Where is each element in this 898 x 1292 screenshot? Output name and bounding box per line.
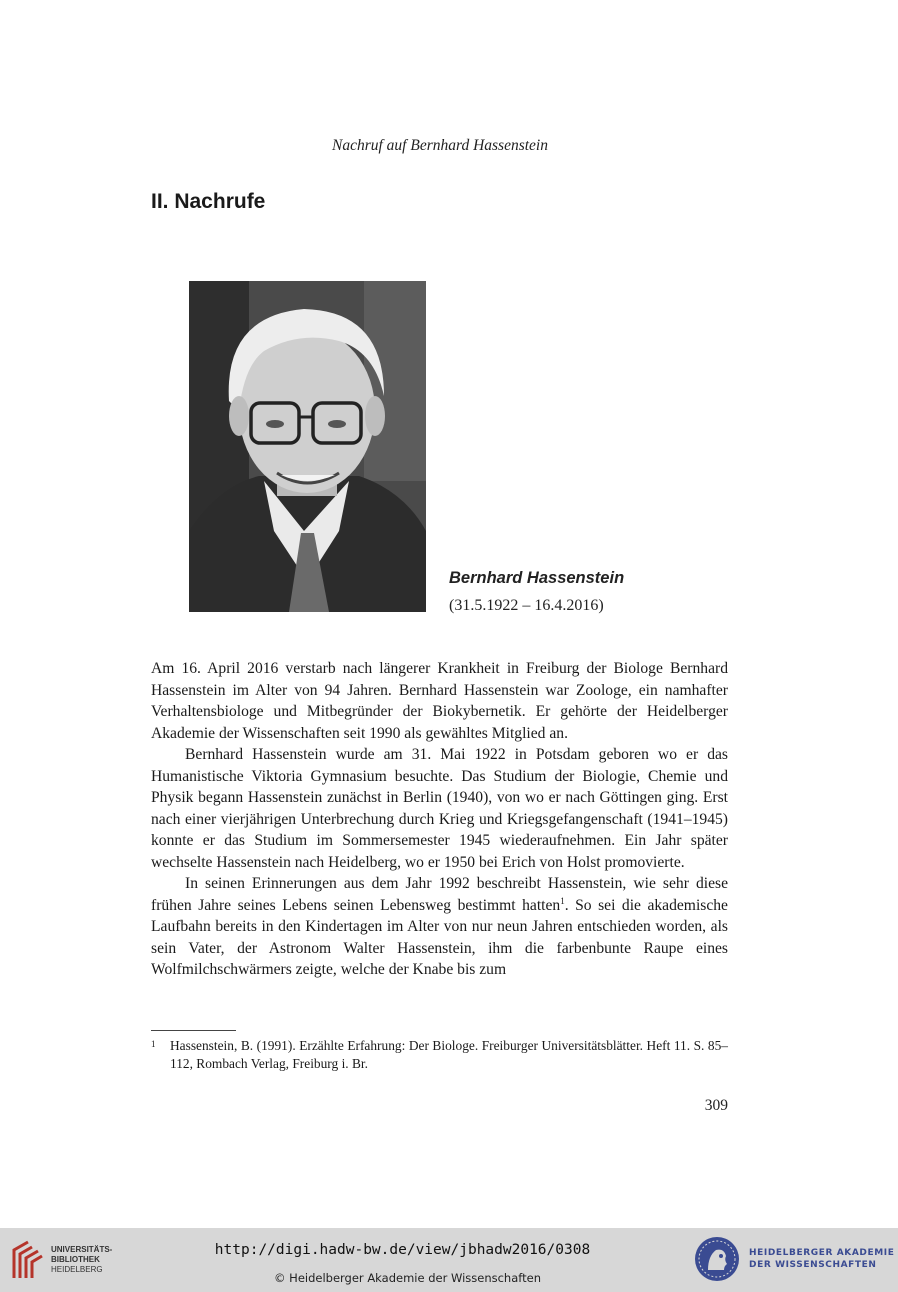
paragraph	[151, 873, 728, 981]
academy-name-line: HEIDELBERGER AKADEMIE	[749, 1248, 895, 1258]
footnote	[151, 1037, 728, 1073]
footnote-reference[interactable]: 1	[560, 895, 565, 906]
copyright-notice: © Heidelberger Akademie der Wissenschaften	[274, 1271, 541, 1285]
library-name-line: HEIDELBERG	[51, 1265, 103, 1274]
academy-seal-icon[interactable]	[694, 1236, 740, 1282]
library-name-line: BIBLIOTHEK	[51, 1255, 100, 1264]
body-text	[151, 658, 728, 981]
portrait-photo	[189, 281, 426, 612]
paragraph: Bernhard Hassenstein wurde am 31. Mai 1922 in Potsdam geboren wo er das Humanistische Viktoria Gymnasium besuchte. Das Studium der Biologie, Chemie und Physik begann Hassenstein zunächst in Berlin (1940), von wo er nach Göttingen ging. Erst nach einer vierjährigen Unterbrechung durch Krieg und Kriegsgefangenschaft (1941–1945) konnte er das Studium im Sommersemester 1945 wiederaufnehmen. Ein Jahr später wechselte Hassenstein nach Heidelberg, wo er 1950 bei Erich von Holst promovierte.	[151, 746, 728, 871]
footnote-text: Hassenstein, B. (1991). Erzählte Erfahrung: Der Biologe. Freiburger Universitätsblätter. Heft 11. S. 85–112, Rombach Verlag, Freiburg i. Br.	[170, 1038, 728, 1071]
section-title: II. Nachrufe	[151, 190, 266, 213]
portrait-caption-name: Bernhard Hassenstein	[449, 569, 625, 587]
paragraph-text: . So sei die akademische Laufbahn bereits in den Kindertagen im Alter von nur neun Jahren entschieden worden, als sein Vater, der Astronom Walter Hassenstein, ihm die farbenbunte Raupe eines Wolfmilchschwärmers zeigte, welche der Knabe bis zum	[151, 896, 728, 978]
permalink-url[interactable]: http://digi.hadw-bw.de/view/jbhadw2016/0308	[214, 1242, 591, 1258]
page-number: 309	[704, 1097, 728, 1114]
portrait-caption-dates: (31.5.1922 – 16.4.2016)	[449, 597, 604, 614]
paragraph-text: In seinen Erinnerungen aus dem Jahr 1992 beschreibt Hassenstein, wie sehr diese frühen Jahre seines Lebens seinen Lebensweg bestimmt hatten	[151, 875, 728, 914]
academy-name	[749, 1247, 895, 1271]
running-head: Nachruf auf Bernhard Hassenstein	[332, 137, 548, 154]
footnote-mark: 1	[151, 1039, 156, 1049]
academy-name-line: DER WISSENSCHAFTEN	[749, 1260, 877, 1270]
paragraph: Am 16. April 2016 verstarb nach längerer Krankheit in Freiburg der Biologe Bernhard Hassenstein im Alter von 94 Jahren. Bernhard Hassenstein war Zoologe, ein namhafter Verhaltensbiologe und Mitbegründer der Biokybernetik. Er gehörte der Heidelberger Akademie der Wissenschaften seit 1990 als gewähltes Mitglied an.	[151, 660, 728, 742]
footer-bar	[0, 1228, 898, 1292]
library-name-line: UNIVERSITÄTS-	[51, 1245, 113, 1254]
footnote-rule	[151, 1030, 236, 1031]
portrait-image	[189, 281, 426, 612]
